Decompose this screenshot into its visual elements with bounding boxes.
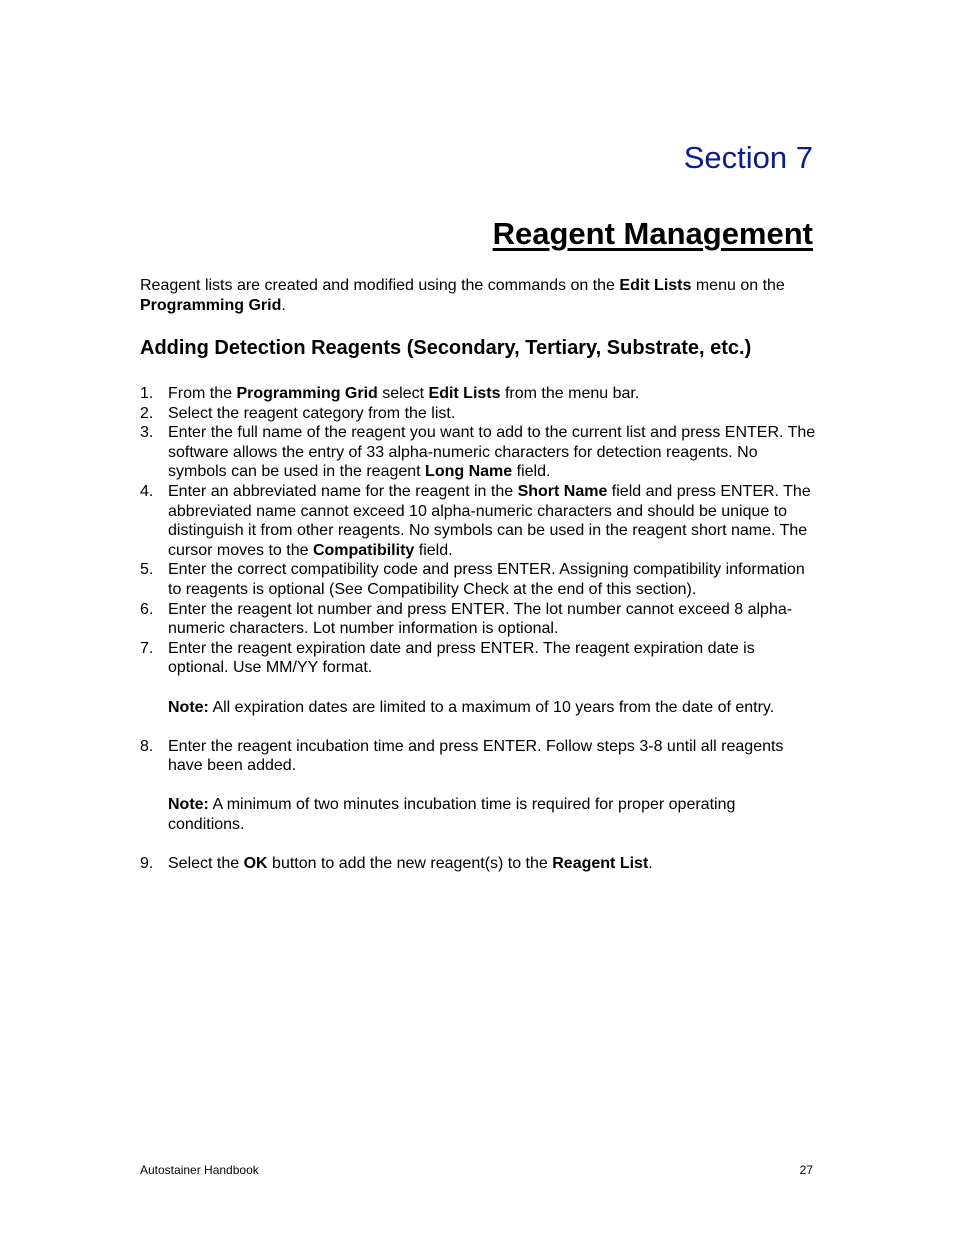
footer-page-number: 27 [799,1163,813,1177]
step-item [140,404,816,424]
step-text [168,384,816,404]
step-item [140,482,816,560]
footer-book-title: Autostainer Handbook [140,1163,259,1177]
step-text [168,560,816,599]
step-note [168,698,816,718]
step-text-run: Select the reagent category from the list. [168,404,456,422]
section-subheading: Adding Detection Reagents (Secondary, Tertiary, Substrate, etc.) [140,337,752,359]
note-label: Note: [168,796,209,814]
step-bold-run: OK [243,855,268,873]
step-number: 7. [140,639,154,657]
step-text-run: Enter the reagent lot number and press ENTER. The lot number cannot exceed 8 alpha-numeric characters. Lot number information is optional. [168,600,793,638]
step-text-run: Enter the reagent expiration date and press ENTER. The reagent expiration date is optional. Use MM/YY format. [168,639,755,677]
step-text [168,404,816,424]
step-text-run: Select the [168,855,244,873]
step-text-run: from the menu bar. [500,385,640,402]
intro-text: . [281,297,286,314]
step-item [140,600,816,639]
step-text [168,423,816,482]
step-text-run: button to add the new reagent(s) to the [267,855,553,873]
step-text-run: Enter the full name of the reagent you want to add to the current list and press ENTER. The software allows the entry of 33 alpha-numeric characters for detection reagents. No symbols can be used in the reagent [168,424,816,481]
step-number: 6. [140,600,154,618]
step-item [140,737,816,855]
step-text-run: field. [414,541,453,559]
step-item [140,854,816,874]
step-number: 2. [140,404,154,422]
step-text-run: . [648,855,653,873]
step-bold-run: Reagent List [552,855,649,873]
note-text: A minimum of two minutes incubation time is required for proper operating conditions. [168,796,736,834]
step-item [140,384,816,404]
step-bold-run: Short Name [517,482,608,500]
note-text: All expiration dates are limited to a maximum of 10 years from the date of entry. [208,698,775,716]
intro-bold-programming-grid: Programming Grid [140,297,282,314]
page-title: Reagent Management [492,216,813,251]
steps-list [140,384,816,874]
step-text-run: field. [512,463,551,481]
step-text-run: Enter the reagent incubation time and press ENTER. Follow steps 3-8 until all reagents have been added. [168,737,784,775]
intro-bold-edit-lists: Edit Lists [619,277,692,294]
step-bold-run: Programming Grid [236,385,378,402]
note-label: Note: [168,698,209,716]
step-number: 3. [140,424,154,442]
intro-paragraph [140,276,816,316]
step-item [140,423,816,482]
step-bold-run: Edit Lists [428,385,501,402]
step-number: 5. [140,561,154,579]
step-bold-run: Compatibility [312,541,415,559]
step-text [168,737,816,855]
step-text-run: field and press ENTER. The abbreviated name cannot exceed 10 alpha-numeric characters and should be unique to distinguish it from other reagents. No symbols can be used in the reagent short name. The cursor moves to the [168,482,811,559]
step-text-run: select [377,385,429,402]
intro-text: menu on the [691,277,785,294]
step-number: 1. [140,385,154,402]
step-bold-run: Long Name [425,463,513,481]
step-number: 4. [140,482,154,500]
step-text [168,482,816,560]
section-label: Section 7 [683,140,813,175]
step-text-run: Enter the correct compatibility code and press ENTER. Assigning compatibility information to reagents is optional (See Compatibility Check at the end of this section). [168,561,805,598]
step-text [168,600,816,639]
step-number: 8. [140,737,154,755]
step-note [168,795,816,834]
step-number: 9. [140,855,154,873]
step-item [140,560,816,599]
step-text-run: Enter an abbreviated name for the reagent in the [168,482,518,500]
step-item [140,639,816,737]
step-text [168,854,816,874]
intro-text: Reagent lists are created and modified using the commands on the [140,277,620,294]
step-text [168,639,816,737]
step-text-run: From the [168,385,237,402]
